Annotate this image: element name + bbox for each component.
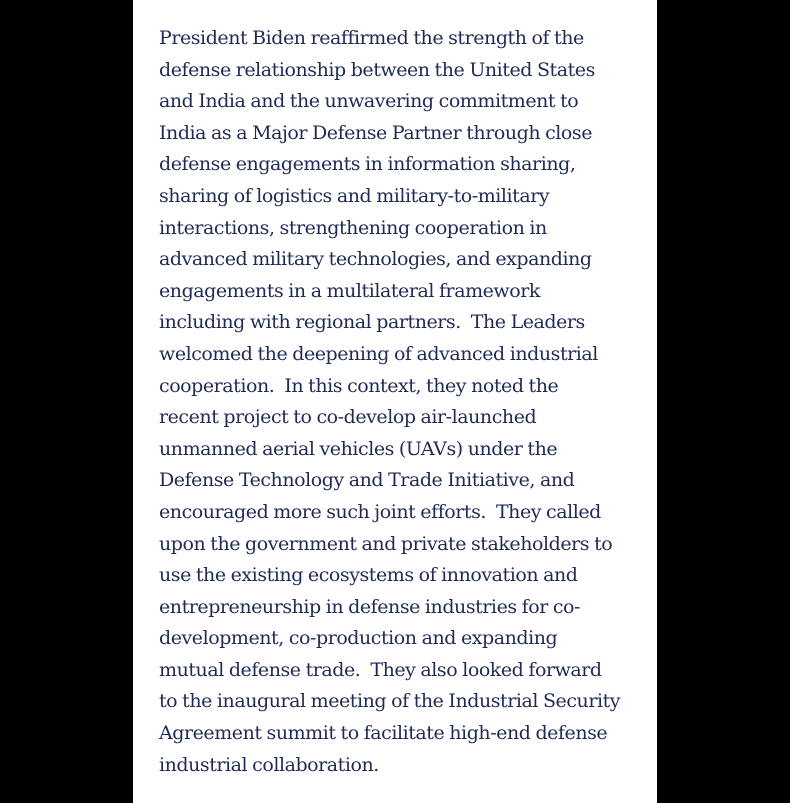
- paragraph-line: interactions, strengthening cooperation in: [159, 216, 547, 239]
- paragraph-line: to the inaugural meeting of the Industrial Security: [159, 690, 621, 713]
- paragraph-line: recent project to co-develop air-launched: [159, 406, 537, 429]
- paragraph-line: unmanned aerial vehicles (UAVs) under the: [159, 437, 558, 460]
- paragraph-line: defense engagements in information sharing,: [159, 153, 576, 176]
- paragraph-line: defense relationship between the United States: [159, 58, 595, 81]
- paragraph-line: development, co-production and expanding: [159, 627, 558, 650]
- paragraph-line: entrepreneurship in defense industries for co-: [159, 595, 580, 618]
- paragraph-line: welcomed the deepening of advanced industrial: [159, 342, 598, 365]
- paragraph-line: including with regional partners. The Leaders: [159, 311, 585, 334]
- paragraph-line: President Biden reaffirmed the strength of the: [159, 27, 584, 49]
- paragraph-line: cooperation. In this context, they noted the: [159, 374, 559, 397]
- paragraph-line: India as a Major Defense Partner through close: [159, 121, 592, 144]
- paragraph-line: encouraged more such joint efforts. They called: [159, 500, 601, 523]
- paragraph-line: industrial collaboration.: [159, 753, 379, 776]
- paragraph-line: Defense Technology and Trade Initiative, and: [159, 469, 575, 492]
- paragraph-line: and India and the unwavering commitment to: [159, 90, 579, 113]
- paragraph-line: engagements in a multilateral framework: [159, 279, 540, 302]
- paragraph-line: use the existing ecosystems of innovation and: [159, 564, 578, 587]
- paragraph-line: mutual defense trade. They also looked forward: [159, 658, 602, 681]
- paragraph-line: sharing of logistics and military-to-military: [159, 184, 550, 207]
- document-paragraph: [159, 23, 639, 781]
- paragraph-line: Agreement summit to facilitate high-end defense: [159, 722, 608, 745]
- paragraph-line: advanced military technologies, and expanding: [159, 248, 592, 271]
- paragraph-line: upon the government and private stakeholders to: [159, 532, 613, 555]
- document-page: [133, 0, 657, 803]
